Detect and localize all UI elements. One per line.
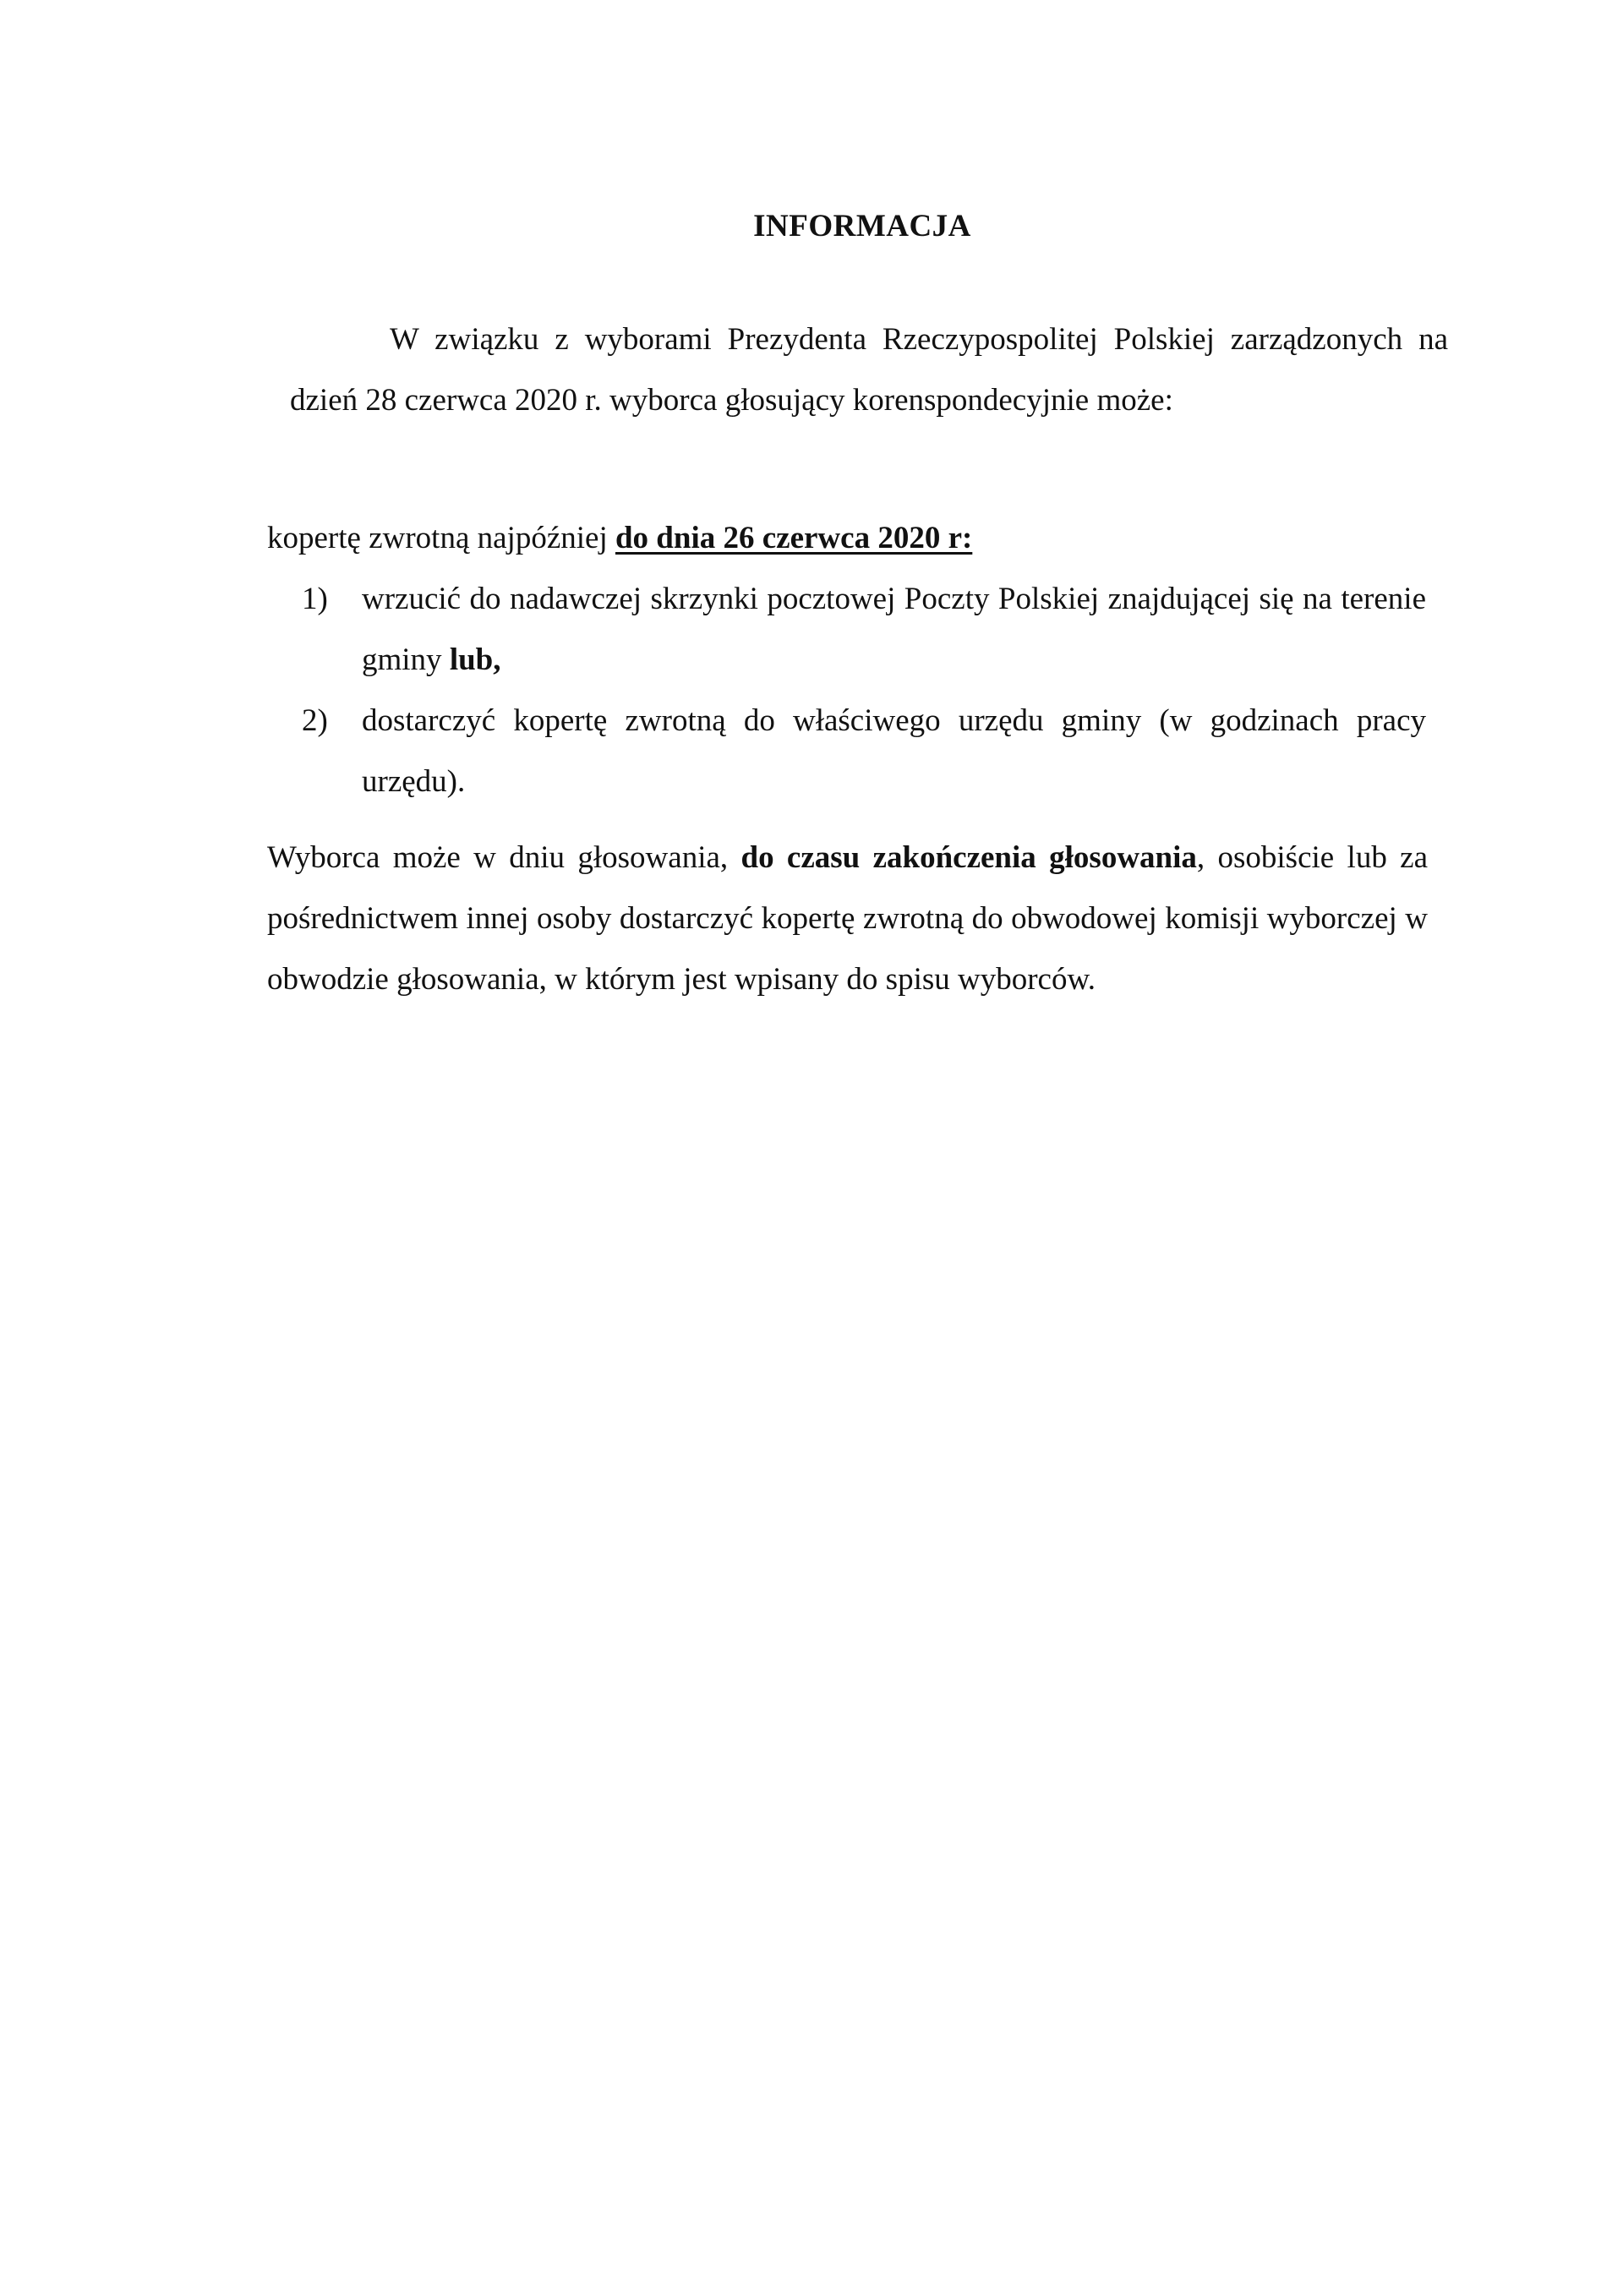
lead-text: kopertę zwrotną najpóźniej bbox=[267, 521, 615, 555]
list-item-emphasis: lub, bbox=[449, 642, 501, 677]
closing-after: , osobiście lub za pośrednictwem innej osoby dostarczyć kopertę zwrotną do obwodowej komisji wyborczej w obwodzie głosowania, w którym jest wpisany do spisu wyborców. bbox=[267, 840, 1429, 997]
options-list bbox=[302, 569, 1426, 812]
intro-paragraph: W związku z wyborami Prezydenta Rzeczypospolitej Polskiej zarządzonych na dzień 28 czerwca 2020 r. wyborca głosujący korenspondecyjnie może: bbox=[290, 322, 1448, 418]
closing-before: Wyborca może w dniu głosowania, bbox=[267, 840, 741, 875]
document-title: INFORMACJA bbox=[753, 209, 971, 243]
list-item-number: 1) bbox=[302, 582, 328, 616]
list-item-text bbox=[362, 569, 1426, 691]
list-item bbox=[302, 569, 1426, 691]
lead-line bbox=[267, 508, 972, 569]
closing-emphasis: do czasu zakończenia głosowania bbox=[740, 840, 1197, 875]
closing-paragraph bbox=[267, 828, 1428, 1010]
list-item-number: 2) bbox=[302, 703, 328, 738]
list-item-text: dostarczyć kopertę zwrotną do właściwego urzędu gminy (w godzinach pracy urzędu). bbox=[362, 703, 1426, 799]
list-item-body: wrzucić do nadawczej skrzynki pocztowej Poczty Polskiej znajdującej się na terenie gminy bbox=[362, 582, 1426, 677]
deadline-text: do dnia 26 czerwca 2020 r: bbox=[615, 521, 973, 555]
list-item bbox=[302, 691, 1426, 812]
